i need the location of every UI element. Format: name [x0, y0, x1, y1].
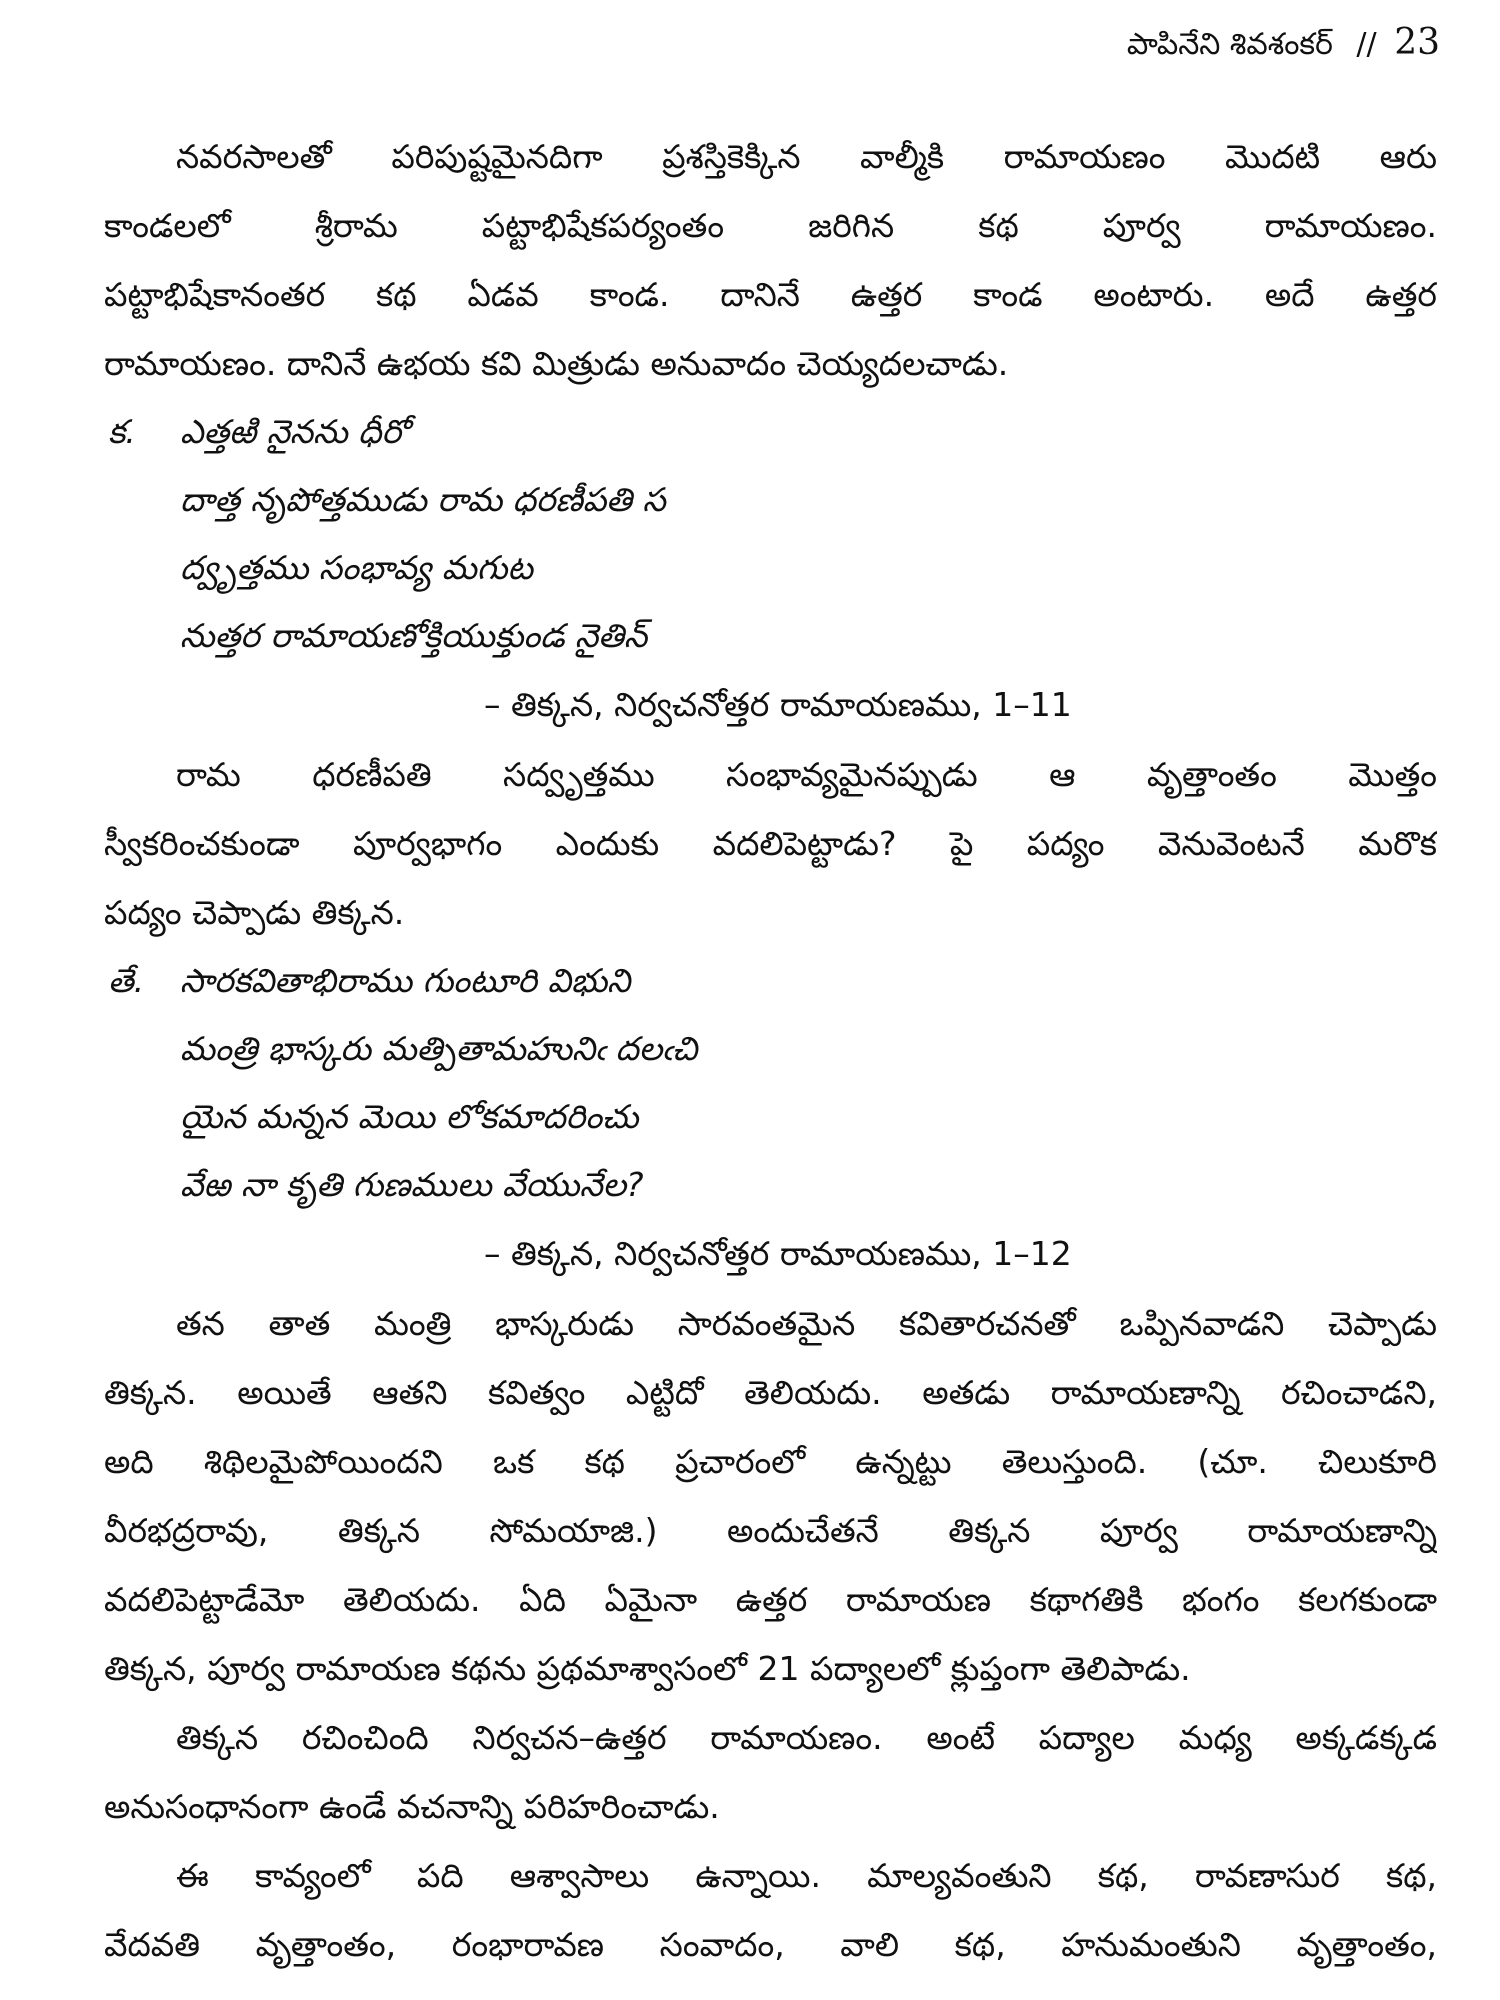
header-separator: // — [1356, 27, 1377, 62]
text-line: కాండలలో శ్రీరామ పట్టాభిషేకపర్యంతం జరిగిన కథ పూర్వ రామాయణం. — [104, 206, 1437, 245]
text-line: నవరసాలతో పరిపుష్టమైనదిగా ప్రశస్తికెక్కిన వాల్మీకి రామాయణం మొదటి ఆరు — [176, 137, 1437, 176]
verse-citation: – తిక్కన, నిర్వచనోత్తర రామాయణము, 1–12 — [484, 1234, 1072, 1273]
text-line: తిక్కన రచించింది నిర్వచన–ఉత్తర రామాయణం. అంటే పద్యాల మధ్య అక్కడక్కడ — [176, 1718, 1437, 1757]
text-line: రామ ధరణీపతి సద్వృత్తము సంభావ్యమైనప్పుడు ఆ వృత్తాంతం మొత్తం — [176, 755, 1437, 794]
text-line: వదలిపెట్టాడేమో తెలియదు. ఏది ఏమైనా ఉత్తర రామాయణ కథాగతికి భంగం కలగకుండా — [104, 1580, 1437, 1619]
verse-line: యైన మన్నన మెయి లోకమాదరించు — [180, 1097, 639, 1136]
text-line: వీరభద్రరావు, తిక్కన సోమయాజి.) అందుచేతనే తిక్కన పూర్వ రామాయణాన్ని — [104, 1511, 1437, 1550]
verse-1 — [104, 398, 1437, 670]
text-line: అది శిథిలమైపోయిందని ఒక కథ ప్రచారంలో ఉన్నట్టు తెలుస్తుంది. (చూ. చిలుకూరి — [104, 1442, 1437, 1481]
paragraph-1 — [104, 122, 1437, 398]
verse-line: నుత్తర రామాయణోక్తియుక్తుండ నైతిన్ — [180, 616, 648, 655]
text-line: రామాయణం. దానినే ఉభయ కవి మిత్రుడు అనువాదం చెయ్యదలచాడు. — [104, 344, 1009, 383]
running-title: పాపినేని శివశంకర్ — [1126, 27, 1333, 62]
paragraph-3 — [104, 1289, 1437, 1703]
text-line: పట్టాభిషేకానంతర కథ ఏడవ కాండ. దానినే ఉత్తర కాండ అంటారు. అదే ఉత్తర — [104, 275, 1437, 314]
verse-2 — [104, 947, 1437, 1219]
running-header — [1127, 22, 1440, 69]
verse-citation: – తిక్కన, నిర్వచనోత్తర రామాయణము, 1–11 — [484, 685, 1072, 724]
paragraph-2 — [104, 740, 1437, 947]
paragraph-5 — [104, 1841, 1437, 1979]
verse-line: సారకవితాభిరాము గుంటూరి విభుని — [180, 961, 631, 1000]
verse-line: వేఱ నా కృతి గుణములు వేయునేల? — [180, 1165, 644, 1204]
text-line: ఈ కావ్యంలో పది ఆశ్వాసాలు ఉన్నాయి. మాల్యవంతుని కథ, రావణాసుర కథ, — [176, 1856, 1437, 1895]
text-line: తిక్కన, పూర్వ రామాయణ కథను ప్రథమాశ్వాసంలో 21 పద్యాలలో క్లుప్తంగా తెలిపాడు. — [104, 1649, 1191, 1688]
verse-line: ఎత్తఱి నైనను ధీరో — [180, 412, 408, 451]
text-line: వేదవతి వృత్తాంతం, రంభారావణ సంవాదం, వాలి కథ, హనుమంతుని వృత్తాంతం, — [104, 1925, 1437, 1964]
verse-meter-marker: తే. — [108, 961, 145, 1000]
verse-line: మంత్రి భాస్కరు మత్పితామహునిఁ దలఁచి — [180, 1029, 698, 1068]
text-line: స్వీకరించకుండా పూర్వభాగం ఎందుకు వదలిపెట్టాడు? పై పద్యం వెనువెంటనే మరొక — [104, 824, 1437, 863]
verse-meter-marker: క. — [108, 412, 136, 451]
text-line: పద్యం చెప్పాడు తిక్కన. — [104, 893, 405, 932]
text-line: తన తాత మంత్రి భాస్కరుడు సారవంతమైన కవితారచనతో ఒప్పినవాడని చెప్పాడు — [176, 1304, 1437, 1343]
page-number: 23 — [1394, 22, 1440, 63]
verse-line: ద్వృత్తము సంభావ్య మగుట — [180, 548, 533, 587]
paragraph-4 — [104, 1703, 1437, 1841]
body-text — [104, 122, 1437, 1979]
text-line: అనుసంధానంగా ఉండే వచనాన్ని పరిహరించాడు. — [104, 1787, 720, 1826]
verse-line: దాత్త నృపోత్తముడు రామ ధరణీపతి స — [180, 480, 666, 519]
text-line: తిక్కన. అయితే ఆతని కవిత్వం ఎట్టిదో తెలియదు. అతడు రామాయణాన్ని రచించాడని, — [104, 1373, 1437, 1412]
